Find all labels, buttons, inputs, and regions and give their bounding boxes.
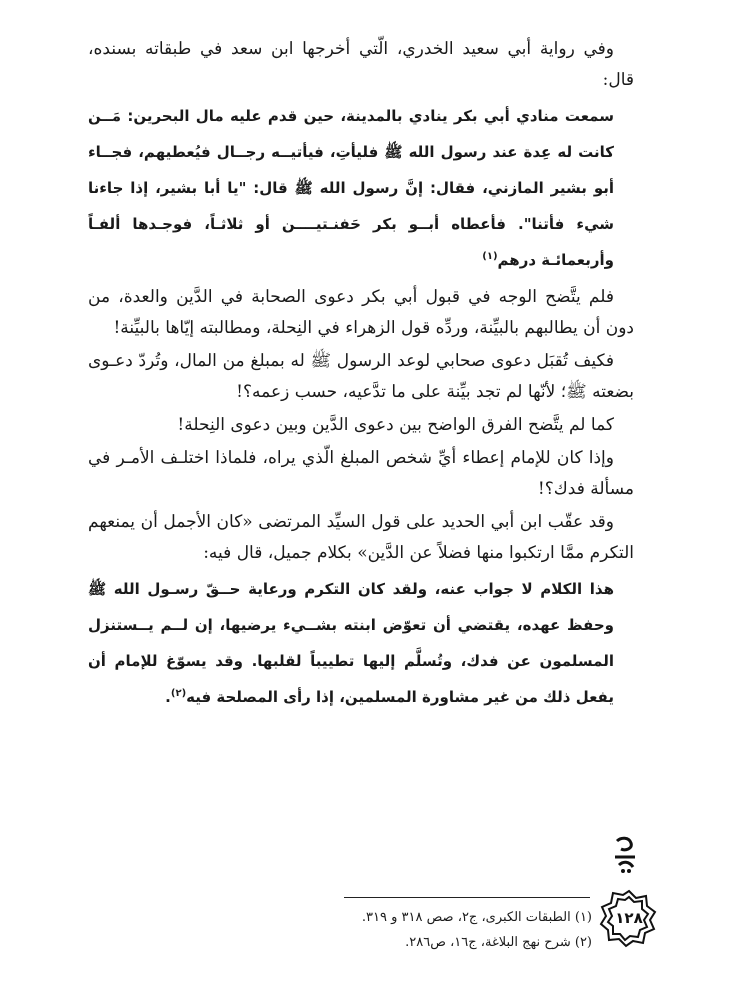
quote-end-period: . [165, 688, 171, 706]
paragraph-difference: كما لم يتَّضح الفرق الواضح بين دعوى الدَّين وبين دعوى النِحلة! [177, 415, 614, 435]
quote-abu-said [88, 98, 634, 278]
footnote-1: (١) الطبقات الكبرى، ج٢، صص ٣١٨ و ٣١٩. [361, 910, 592, 925]
paragraph-acceptance: فلم يتَّضح الوجه في قبول أبي بكر دعوى الصحابة في الدَّين والعدة، من دون أن يطالبهم بالبيِّنة، وردِّه قول الزهراء في النِحلة، ومطالبته إيّاها بالبيِّنة! [88, 287, 634, 338]
fadak-calligraphy-icon [611, 835, 639, 875]
page-number: ١٢٨ [615, 909, 643, 927]
paragraph-imam: وإذا كان للإمام إعطاء أيِّ شخص المبلغ الّذي يراه، فلماذا اختلـف الأمـر في مسألة فدك؟! [88, 448, 634, 499]
footnote-divider [344, 897, 590, 898]
quote-abu-said-text: سمعت منادي أبي بكر ينادي بالمدينة، حين قدم عليه مال البحرين: مَــن كانت له عِدة عند رسول الله ﷺ فليأتِ، فيأتيــه رجــال فيُعطيهم، فجــاء أبو بشير المازني، فقال: إنَّ رسول الله ﷺ قال: "يا أبا بشير، إذا جاءنا شيء فأتنا". فأعطاه أبــو بكر حَفنـتيــــن أو ثلاثـاً، فوجـدها ألفـاً وأربعمائـة درهم [88, 107, 614, 269]
footnote-ref-2: (٢) [170, 688, 187, 699]
quote-ibn-abi-hadid-text: هذا الكلام لا جواب عنه، ولقد كان التكرم ورعاية حــقّ رسـول الله ﷺ وحفظ عهده، يقتضي أن تعوّض ابنته بشــيء يرضيها، إن لــم يــستنزل المسلمون عن فدك، وتُسلَّم إليها تطييباً لقلبها. وقد يسوّغ للإمام أن يفعل ذلك من غير مشاورة المسلمين، إذا رأى المصلحة فيه [88, 580, 614, 706]
quote-ibn-abi-hadid [88, 571, 634, 715]
footnote-ref-1: (١) [482, 251, 498, 262]
paragraph-how: فكيف تُقبَل دعوى صحابي لوعد الرسول ﷺ له بمبلغ من المال، وتُردّ دعـوى بضعته ﷺ؛ لأنّها لم تجد بيِّنة على ما تدَّعيه، حسب زعمه؟! [88, 351, 634, 402]
paragraph-ibn-abi-hadid: وقد عقّب ابن أبي الحديد على قول السيِّد المرتضى «كان الأجمل أن يمنعهم التكرم ممَّا ارتكبوا منها فضلاً عن الدَّين» بكلام جميل، قال فيه: [88, 512, 634, 563]
main-text [88, 34, 634, 715]
intro-paragraph: وفي رواية أبي سعيد الخدري، الّتي أخرجها ابن سعد في طبقاته بسنده، قال: [88, 39, 634, 90]
fadak-side-logo [611, 835, 639, 875]
footnotes [300, 905, 592, 955]
footnote-2: (٢) شرح نهج البلاغة، ج١٦، ص٢٨٦. [405, 935, 592, 950]
